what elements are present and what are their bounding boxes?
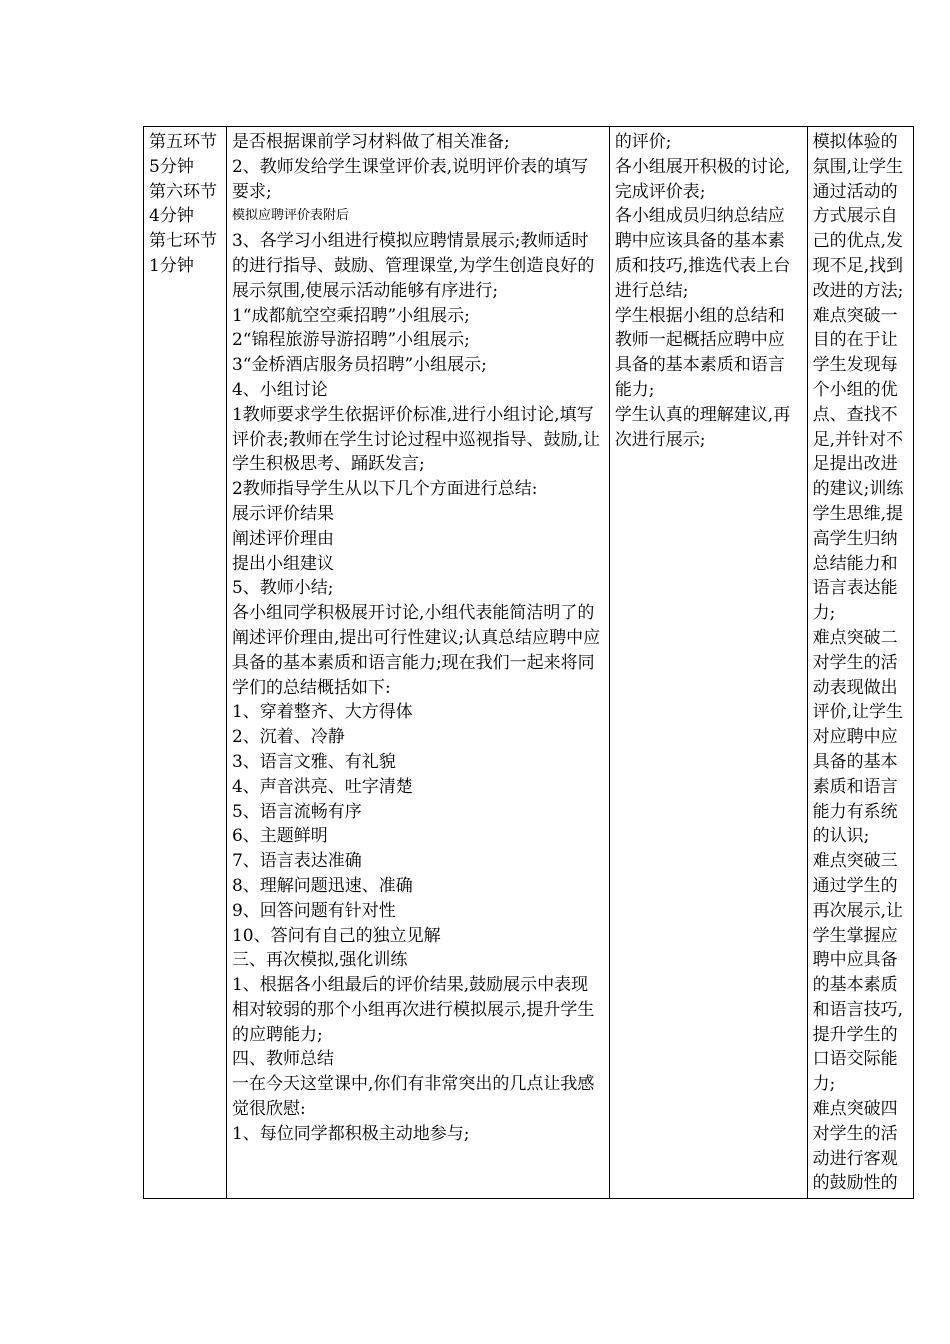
- text-line: 各小组同学积极展开讨论,小组代表能简洁明了的阐述评价理由,提出可行性建议;认真总结应聘中应具备的基本素质和语言能力;现在我们一起来将同学们的总结概括如下:: [231, 603, 601, 698]
- text-line: 10、答问有自己的独立见解: [231, 925, 441, 946]
- text-line: 2、沉着、冷静: [231, 727, 345, 748]
- text-line: 展示评价结果: [231, 503, 334, 524]
- text-line: 1、每位同学都积极主动地参与;: [231, 1123, 470, 1144]
- text-line: 的评价;: [614, 132, 672, 152]
- student-activity-cell: [609, 127, 807, 1199]
- text-line: 各小组展开积极的讨论,完成评价表;: [614, 156, 791, 202]
- text-line: 难点突破三通过学生的再次展示,让学生掌握应聘中应具备的基本素质和语言技巧,提升学生的口语交际能力;: [812, 851, 904, 1095]
- text-line: 一在今天这堂课中,你们有非常突出的几点让我感觉很欣慰:: [231, 1074, 595, 1120]
- stage-label: 第五环节: [149, 132, 217, 152]
- text-line: 2教师指导学生从以下几个方面进行总结:: [231, 479, 538, 500]
- text-line: 四、教师总结: [231, 1049, 334, 1070]
- text-line: 难点突破四对学生的活动进行客观的鼓励性的: [812, 1099, 898, 1194]
- text-line: 5、教师小结;: [231, 578, 334, 599]
- stage-label: 第六环节: [149, 181, 217, 202]
- text-line: 2、教师发给学生课堂评价表,说明评价表的填写要求;: [231, 156, 589, 202]
- text-line: 1“成都航空空乘招聘”小组展示;: [231, 305, 470, 326]
- text-line-note: 模拟应聘评价表附后: [231, 208, 349, 224]
- text-line: 模拟体验的氛围,让学生通过活动的方式展示自己的优点,发现不足,找到改进的方法;: [812, 132, 904, 301]
- stage-label: 第七环节: [149, 231, 217, 252]
- text-line: 提出小组建议: [231, 553, 334, 574]
- teacher-activity-cell: [226, 127, 609, 1199]
- text-line: 9、回答问题有针对性: [231, 900, 396, 921]
- stage-duration: 5分钟: [149, 156, 194, 177]
- text-line: 是否根据课前学习材料做了相关准备;: [231, 132, 510, 152]
- text-line: 7、语言表达准确: [231, 851, 362, 872]
- stage-time-cell: [144, 127, 227, 1199]
- text-line: 3“金桥酒店服务员招聘”小组展示;: [231, 355, 487, 376]
- design-intent-cell: [807, 127, 913, 1199]
- text-line: 难点突破二对学生的活动表现做出评价,让学生对应聘中应具备的基本素质和语言能力有系统的认识;: [812, 627, 904, 847]
- text-line: 1教师要求学生依据评价标准,进行小组讨论,填写评价表;教师在学生讨论过程中巡视指导、鼓励,让学生积极思考、踊跃发言;: [231, 404, 601, 475]
- text-line: 各小组成员归纳总结应聘中应该具备的基本素质和技巧,推选代表上台进行总结;: [614, 206, 791, 301]
- text-line: 三、再次模拟,强化训练: [231, 950, 408, 971]
- text-line: 3、各学习小组进行模拟应聘情景展示;教师适时的进行指导、鼓励、管理课堂,为学生创造良好的展示氛围,使展示活动能够有序进行;: [231, 231, 595, 301]
- lesson-plan-table: [143, 126, 914, 1199]
- text-line: 4、小组讨论: [231, 379, 328, 400]
- stage-duration: 1分钟: [149, 255, 194, 276]
- text-line: 学生根据小组的总结和教师一起概括应聘中应具备的基本素质和语言能力;: [614, 305, 785, 400]
- text-line: 难点突破一目的在于让学生发现每个小组的优点、查找不足,并针对不足提出改进的建议;训练学生思维,提高学生归纳总结能力和语言表达能力;: [812, 305, 904, 624]
- text-line: 4、声音洪亮、吐字清楚: [231, 776, 413, 797]
- text-line: 3、语言文雅、有礼貌: [231, 751, 396, 772]
- text-line: 8、理解问题迅速、准确: [231, 875, 413, 896]
- table-row: [144, 127, 914, 1199]
- text-line: 学生认真的理解建议,再次进行展示;: [614, 404, 791, 450]
- text-line: 6、主题鲜明: [231, 826, 328, 847]
- stage-duration: 4分钟: [149, 206, 194, 227]
- text-line: 1、根据各小组最后的评价结果,鼓励展示中表现相对较弱的那个小组再次进行模拟展示,提升学生的应聘能力;: [231, 975, 595, 1045]
- text-line: 1、穿着整齐、大方得体: [231, 702, 413, 723]
- text-line: 5、语言流畅有序: [231, 801, 362, 822]
- text-line: 阐述评价理由: [231, 528, 334, 549]
- text-line: 2“锦程旅游导游招聘”小组展示;: [231, 330, 470, 351]
